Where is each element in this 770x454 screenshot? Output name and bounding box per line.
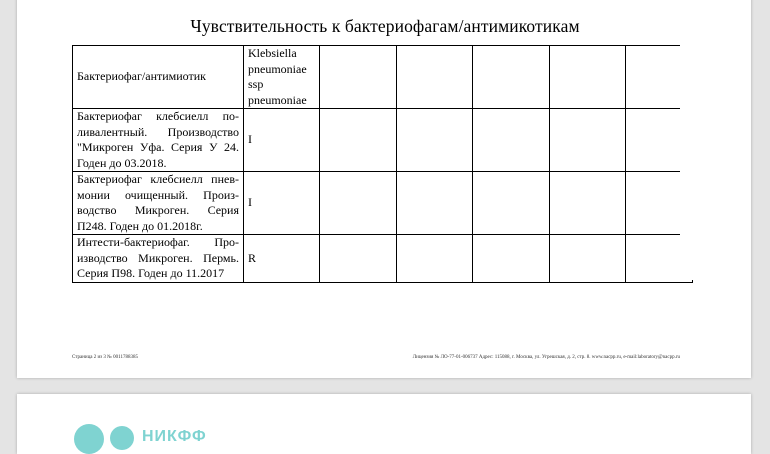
row-result: R (244, 235, 320, 283)
empty-cell (550, 109, 626, 172)
empty-cell (473, 109, 550, 172)
empty-cell (320, 172, 397, 235)
row-name: Интести-бактериофаг. Про- изводство Микроген. Пермь. Серия П98. Годен до 11.2017 (73, 235, 244, 283)
row-name: Бактериофаг клебсиелл пнев- монии очищенный. Произ- водство Микроген. Серия П248. Годен до 01.2018г. (73, 172, 244, 235)
logo-text: НИКФФ (142, 428, 207, 445)
header-first-col: Бактериофаг/антимиотик (73, 46, 244, 109)
logo-circle-icon (110, 426, 134, 450)
sensitivity-table (72, 45, 693, 283)
table-row (73, 235, 693, 283)
document-title: Чувствительность к бактериофагам/антимикотикам (190, 16, 580, 36)
empty-cell (397, 109, 473, 172)
row-name: Бактериофаг клебсиелл по- ливалентный. Производство "Микроген Уфа. Серия У 24. Годен до 03.2018. (73, 109, 244, 172)
empty-cell (320, 235, 397, 283)
table-header-row (73, 46, 693, 109)
empty-cell (550, 172, 626, 235)
empty-cell (320, 46, 397, 109)
empty-cell (320, 109, 397, 172)
empty-cell (550, 235, 626, 283)
header-organism: Klebsiella pneumoniae ssp pneumoniae (244, 46, 320, 109)
row-result: I (244, 109, 320, 172)
footer-license: Лицензия № ЛО-77-01-006737 Адрес: 115088, г. Москва, ул. Угрешская, д. 2, стр. 8. www.nacpp.ru, e-mail:laboratory@nacpp.ru (412, 355, 680, 360)
table-row (73, 109, 693, 172)
empty-cell (473, 46, 550, 109)
footer-page-number: Страница 2 из 3 № 0011788385 (72, 355, 138, 360)
page-crop (680, 40, 700, 280)
empty-cell (397, 46, 473, 109)
empty-cell (397, 172, 473, 235)
empty-cell (473, 172, 550, 235)
row-result: I (244, 172, 320, 235)
logo-circle-icon (74, 424, 104, 454)
empty-cell (397, 235, 473, 283)
table-row (73, 172, 693, 235)
empty-cell (550, 46, 626, 109)
empty-cell (473, 235, 550, 283)
